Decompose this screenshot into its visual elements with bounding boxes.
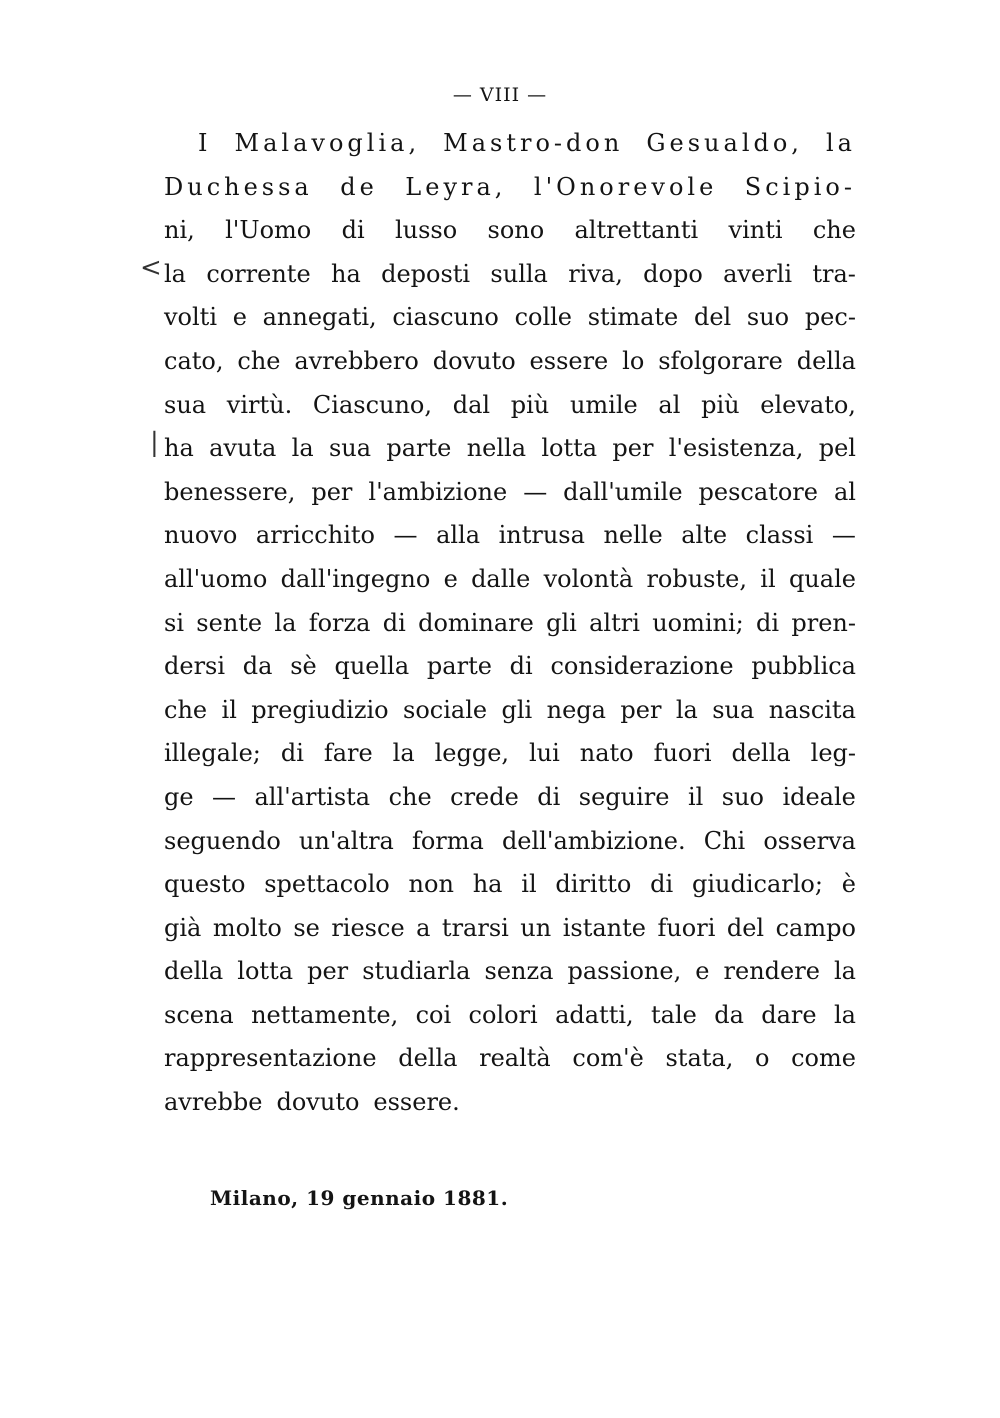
text-line xyxy=(164,994,856,1038)
word: che xyxy=(388,782,432,811)
word: un'altra xyxy=(298,826,394,855)
signature-date: Milano, 19 gennaio 1881. xyxy=(210,1186,509,1210)
word: spettacolo xyxy=(264,870,390,899)
word: diritto xyxy=(555,870,632,899)
word: avrebbe xyxy=(164,1088,263,1117)
word: se xyxy=(293,913,320,942)
word: questo xyxy=(164,870,246,899)
word: deposti xyxy=(381,259,471,288)
word: è xyxy=(841,870,856,899)
word: passione, xyxy=(567,957,682,986)
word: nega xyxy=(546,695,606,724)
word: fuori xyxy=(653,739,712,768)
word: Leyra, xyxy=(405,172,507,201)
word: la xyxy=(392,739,415,768)
word: di xyxy=(537,782,561,811)
word: quella xyxy=(334,652,410,681)
word: legge, xyxy=(434,739,510,768)
word: sua xyxy=(164,390,207,419)
word: colori xyxy=(468,1000,538,1029)
word: lo xyxy=(622,346,645,375)
word: l'Onorevole xyxy=(533,172,718,201)
word: gli xyxy=(546,608,577,637)
word: classi xyxy=(745,521,814,550)
word: sfolgorare xyxy=(658,346,783,375)
word: o xyxy=(755,1044,770,1073)
text-line xyxy=(164,296,856,340)
word: averli xyxy=(723,259,793,288)
word: molto xyxy=(212,913,282,942)
word: si xyxy=(164,608,184,637)
word: ha xyxy=(330,259,361,288)
word: volontà xyxy=(543,564,634,593)
word: l'esistenza, xyxy=(668,434,804,463)
text-line xyxy=(164,602,856,646)
word: volti xyxy=(164,303,218,332)
word: stimate xyxy=(587,303,679,332)
word: ciascuno xyxy=(392,303,499,332)
word: osserva xyxy=(763,826,856,855)
word: il xyxy=(521,870,537,899)
word: dovuto xyxy=(432,346,516,375)
word: parte xyxy=(426,652,492,681)
word: sono xyxy=(487,216,545,245)
word: nato xyxy=(579,739,634,768)
word: Ciascuno, xyxy=(312,390,433,419)
word: a xyxy=(416,913,431,942)
word: nascita xyxy=(768,695,856,724)
word: più xyxy=(701,390,740,419)
word: per xyxy=(307,957,349,986)
word: dell'ambizione. xyxy=(501,826,686,855)
word: vinti xyxy=(728,216,783,245)
word: lusso xyxy=(394,216,458,245)
word: Mastro-don xyxy=(443,129,624,157)
word: della xyxy=(398,1044,458,1073)
margin-bracket-mark: < xyxy=(140,253,162,283)
word: di xyxy=(650,870,674,899)
word: la xyxy=(164,259,186,288)
text-line xyxy=(164,1037,856,1081)
word: nella xyxy=(466,434,527,463)
word: forza xyxy=(308,608,371,637)
word: il xyxy=(221,695,237,724)
word: rappresentazione xyxy=(164,1044,377,1073)
word: di xyxy=(382,608,406,637)
word: altrettanti xyxy=(574,216,699,245)
text-line xyxy=(164,776,856,820)
word: rendere xyxy=(723,957,820,986)
text-line xyxy=(164,209,856,253)
word: non xyxy=(408,870,454,899)
word: già xyxy=(164,913,202,942)
word: sua xyxy=(328,434,372,463)
word: com'è xyxy=(572,1044,644,1073)
word: all'artista xyxy=(254,782,371,811)
word: e xyxy=(695,957,710,986)
word: della xyxy=(796,346,856,375)
word: considerazione xyxy=(550,652,734,681)
text-line xyxy=(164,907,856,951)
word: di xyxy=(509,652,533,681)
word: ge xyxy=(164,782,194,811)
word: leg- xyxy=(810,739,856,768)
word: virtù. xyxy=(226,390,293,419)
word: nelle xyxy=(603,521,663,550)
word: la xyxy=(291,434,314,463)
word: pren- xyxy=(791,608,856,637)
word: lotta xyxy=(541,434,598,463)
word: quale xyxy=(788,564,856,593)
word: sulla xyxy=(490,259,548,288)
word: l'ambizione xyxy=(368,477,508,506)
word: l'Uomo xyxy=(225,216,312,245)
word: parte xyxy=(386,434,452,463)
word: del xyxy=(726,913,765,942)
text-line xyxy=(164,863,856,907)
word: annegati, xyxy=(262,303,377,332)
word: pregiudizio xyxy=(251,695,389,724)
word: pubblica xyxy=(751,652,856,681)
word: sociale xyxy=(403,695,488,724)
word: e xyxy=(443,564,458,593)
word: all'uomo xyxy=(164,564,268,593)
word: riesce xyxy=(331,913,405,942)
word: cato, xyxy=(164,346,224,375)
word: senza xyxy=(484,957,554,986)
word: Malavoglia, xyxy=(234,129,421,157)
word: da xyxy=(242,652,273,681)
text-line xyxy=(164,558,856,602)
word: ideale xyxy=(782,782,856,811)
word: la xyxy=(833,957,856,986)
word: dovuto xyxy=(276,1088,360,1117)
word: suo xyxy=(721,782,764,811)
word: uomini; xyxy=(652,608,744,637)
word: altri xyxy=(589,608,640,637)
word: giudicarlo; xyxy=(692,870,823,899)
word: campo xyxy=(775,913,856,942)
word: più xyxy=(510,390,550,419)
text-line xyxy=(164,122,856,166)
page-number: — VIII — xyxy=(452,84,548,106)
word: alla xyxy=(436,521,481,550)
word: gli xyxy=(501,695,533,724)
word: sua xyxy=(712,695,755,724)
text-line xyxy=(164,253,856,297)
word: avuta xyxy=(209,434,277,463)
word: della xyxy=(164,957,224,986)
body-text xyxy=(164,122,856,1125)
word: un xyxy=(520,913,552,942)
word: al xyxy=(658,390,681,419)
word: dalle xyxy=(471,564,531,593)
text-line xyxy=(164,514,856,558)
word: scena xyxy=(164,1000,234,1029)
word: coi xyxy=(415,1000,452,1029)
word: lotta xyxy=(237,957,294,986)
word: dersi xyxy=(164,652,226,681)
word: benessere, xyxy=(164,477,296,506)
word: dominare xyxy=(418,608,534,637)
text-line xyxy=(164,340,856,384)
word: di xyxy=(756,608,780,637)
word: di xyxy=(280,739,304,768)
word: forma xyxy=(411,826,484,855)
word: dall'umile xyxy=(563,477,683,506)
word: corrente xyxy=(206,259,311,288)
text-line xyxy=(164,820,856,864)
text-line xyxy=(164,732,856,776)
word: ha xyxy=(164,434,194,463)
word: la xyxy=(675,695,698,724)
word: della xyxy=(731,739,791,768)
word: nettamente, xyxy=(251,1000,399,1029)
text-line xyxy=(164,1081,856,1125)
word: alte xyxy=(681,521,728,550)
word: e xyxy=(232,303,247,332)
text-line xyxy=(164,166,856,210)
text-line xyxy=(164,689,856,733)
word: Duchessa xyxy=(164,172,313,201)
word: studiarla xyxy=(362,957,471,986)
word: come xyxy=(791,1044,856,1073)
word: seguire xyxy=(578,782,670,811)
word: suo xyxy=(746,303,790,332)
word: istante xyxy=(562,913,646,942)
word: sente xyxy=(196,608,263,637)
word: — xyxy=(831,521,856,550)
word: Gesualdo, xyxy=(646,129,803,157)
word: — xyxy=(523,477,548,506)
word: dall'ingegno xyxy=(280,564,431,593)
word: — xyxy=(393,521,418,550)
word: Chi xyxy=(703,826,746,855)
text-line xyxy=(164,950,856,994)
text-line xyxy=(164,471,856,515)
text-line xyxy=(164,645,856,689)
word: crede xyxy=(450,782,519,811)
word: riva, xyxy=(568,259,623,288)
word: pescatore xyxy=(698,477,818,506)
word: dopo xyxy=(643,259,703,288)
word: del xyxy=(693,303,732,332)
word: colle xyxy=(514,303,573,332)
word: — xyxy=(212,782,237,811)
word: la xyxy=(274,608,297,637)
word: ni, xyxy=(164,216,195,245)
text-line xyxy=(164,384,856,428)
word: realtà xyxy=(479,1044,551,1073)
word: essere xyxy=(529,346,609,375)
word: adatti, xyxy=(555,1000,634,1029)
word: che xyxy=(812,216,856,245)
word: de xyxy=(340,172,378,201)
word: la xyxy=(833,1000,856,1029)
word: il xyxy=(760,564,776,593)
word: intrusa xyxy=(498,521,585,550)
margin-bar-mark: | xyxy=(150,428,159,458)
text-line xyxy=(164,427,856,471)
word: elevato, xyxy=(760,390,856,419)
word: stata, xyxy=(665,1044,734,1073)
word: pec- xyxy=(804,303,856,332)
word: trarsi xyxy=(441,913,509,942)
word: robuste, xyxy=(646,564,747,593)
word: che xyxy=(164,695,208,724)
word: ha xyxy=(472,870,503,899)
word: Scipio- xyxy=(744,172,856,201)
word: dal xyxy=(452,390,491,419)
word: che xyxy=(237,346,281,375)
word: di xyxy=(341,216,365,245)
word: al xyxy=(833,477,856,506)
word: la xyxy=(826,129,856,157)
word: tale xyxy=(651,1000,697,1029)
word: per xyxy=(311,477,353,506)
word: dare xyxy=(761,1000,817,1029)
word: avrebbero xyxy=(294,346,419,375)
word: arricchito xyxy=(255,521,375,550)
word: illegale; xyxy=(164,739,261,768)
word: pel xyxy=(818,434,856,463)
word: essere. xyxy=(373,1088,460,1117)
word: il xyxy=(687,782,704,811)
word: I xyxy=(198,129,212,157)
word: per xyxy=(620,695,662,724)
word: nuovo xyxy=(164,521,238,550)
word: fare xyxy=(323,739,373,768)
word: lui xyxy=(528,739,560,768)
word: da xyxy=(714,1000,744,1029)
word: per xyxy=(612,434,654,463)
word: seguendo xyxy=(164,826,281,855)
word: sè xyxy=(290,652,317,681)
word: fuori xyxy=(657,913,716,942)
word: umile xyxy=(569,390,638,419)
word: tra- xyxy=(812,259,856,288)
